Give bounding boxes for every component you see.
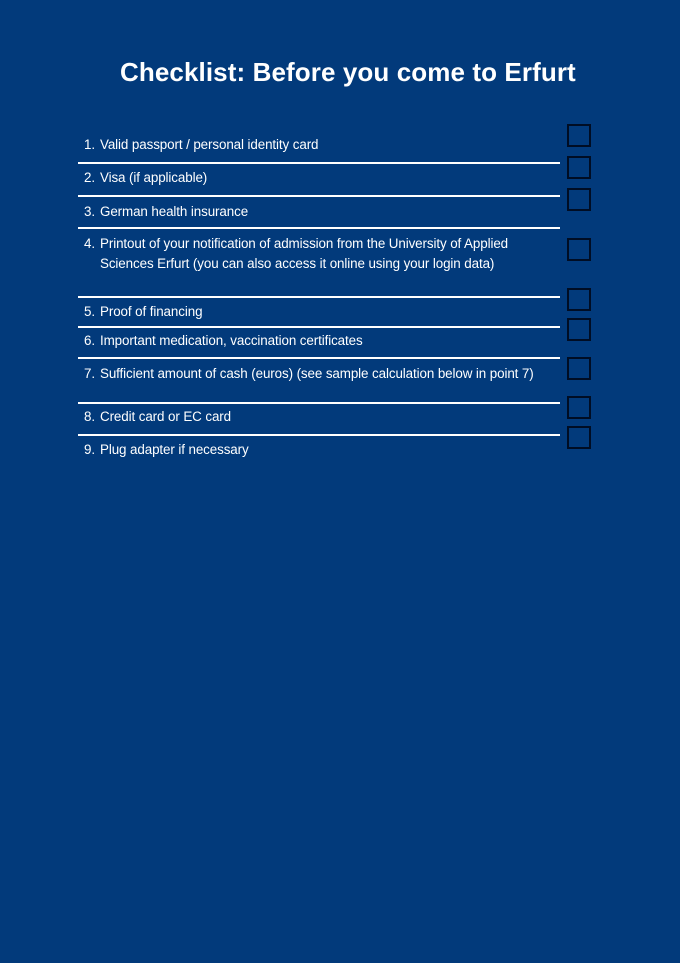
item-number: 3.	[84, 204, 95, 219]
checkbox-item-3[interactable]	[567, 188, 591, 211]
checkbox-item-8[interactable]	[567, 396, 591, 419]
checklist-item-6	[84, 331, 560, 351]
item-number: 1.	[84, 137, 95, 152]
checklist-item-3	[84, 202, 560, 222]
item-number: 4.	[84, 236, 95, 251]
checkbox-item-2[interactable]	[567, 156, 591, 179]
divider	[78, 326, 560, 328]
checkbox-item-4[interactable]	[567, 238, 591, 261]
item-number: 2.	[84, 170, 95, 185]
item-text: Visa (if applicable)	[100, 170, 208, 185]
checklist-item-1	[84, 135, 560, 155]
item-text: Sufficient amount of cash (euros) (see sample calculation below in point 7)	[100, 366, 534, 381]
item-text: Valid passport / personal identity card	[100, 137, 319, 152]
item-text: Plug adapter if necessary	[100, 442, 249, 457]
item-text: Credit card or EC card	[100, 409, 232, 424]
checklist-item-5	[84, 302, 560, 322]
page-title: Checklist: Before you come to Erfurt	[120, 57, 576, 87]
checklist-item-8	[84, 407, 560, 427]
item-number: 5.	[84, 304, 95, 319]
checklist-item-4	[84, 234, 560, 274]
item-text: German health insurance	[100, 204, 249, 219]
item-number: 7.	[84, 366, 95, 381]
checkbox-item-9[interactable]	[567, 426, 591, 449]
item-text: Printout of your notification of admission from the University of Applied Sciences Erfurt (you can also access it online using your login data)	[100, 236, 509, 271]
divider	[78, 402, 560, 404]
divider	[78, 195, 560, 197]
checkbox-item-1[interactable]	[567, 124, 591, 147]
divider	[78, 162, 560, 164]
checklist-item-7	[84, 364, 560, 384]
checklist-item-9	[84, 440, 560, 460]
item-text: Important medication, vaccination certificates	[100, 333, 363, 348]
divider	[78, 296, 560, 298]
item-number: 6.	[84, 333, 95, 348]
divider	[78, 357, 560, 359]
checklist-item-2	[84, 168, 560, 188]
divider	[78, 434, 560, 436]
checkbox-item-5[interactable]	[567, 288, 591, 311]
divider	[78, 227, 560, 229]
item-text: Proof of financing	[100, 304, 203, 319]
item-number: 8.	[84, 409, 95, 424]
item-number: 9.	[84, 442, 95, 457]
checkbox-item-6[interactable]	[567, 318, 591, 341]
checkbox-item-7[interactable]	[567, 357, 591, 380]
